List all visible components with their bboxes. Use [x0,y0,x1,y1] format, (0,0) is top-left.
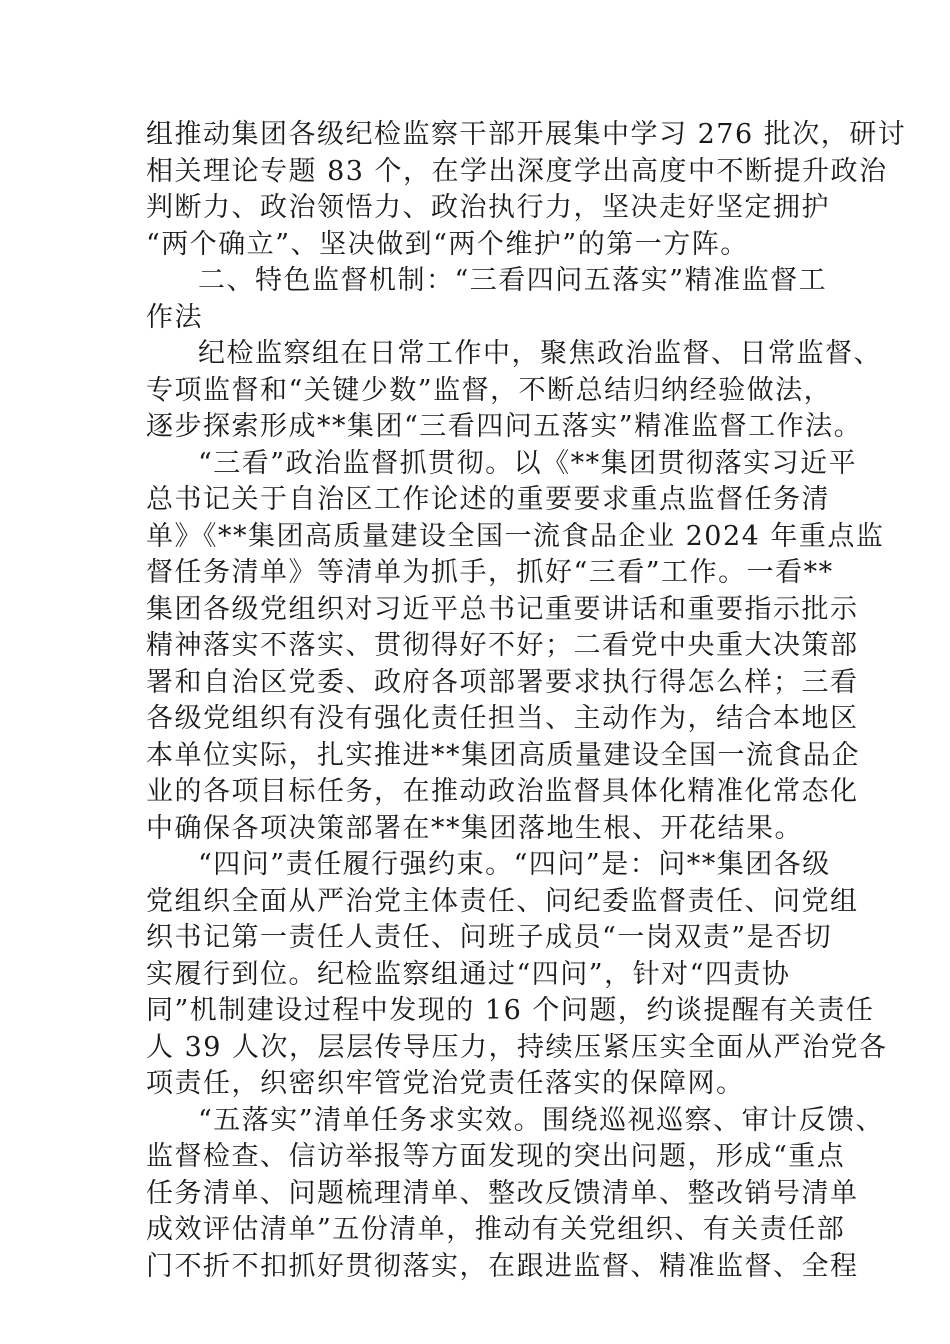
text-line: “两个确立”、坚决做到“两个维护”的第一方阵。 [146,228,749,260]
paragraph-first-line: “四问”责任履行强约束。“四问”是：问**集团各级 [198,849,831,880]
text-line: 实履行到位。纪检监察组通过“四问”，针对“四责协 [146,958,791,990]
text-line: 本单位实际，扎实推进**集团高质量建设全国一流食品企 [146,739,860,771]
body-text [146,117,907,1285]
text-line: 单》《**集团高质量建设全国一流食品企业 2024 年重点监 [146,520,885,552]
text-line: 同”机制建设过程中发现的 16 个问题，约谈提醒有关责任 [146,995,875,1026]
text-line: 成效评估清单”五份清单，推动有关党组织、有关责任部 [146,1214,846,1245]
text-line: 判断力、政治领悟力、政治执行力，坚决走好坚定拥护 [146,192,830,223]
text-line: 集团各级党组织对习近平总书记重要讲话和重要指示批示 [146,593,859,625]
text-line: 中确保各项决策部署在**集团落地生根、开花结果。 [146,812,803,844]
text-line: 相关理论专题 83 个，在学出深度学出高度中不断提升政治 [146,155,888,187]
text-line: 织书记第一责任人责任、问班子成员“一岗双责”是否切 [146,922,833,953]
text-line: 署和自治区党委、政府各项部署要求执行得怎么样；三看 [146,666,859,698]
paragraph-first-line: “五落实”清单任务求实效。围绕巡视巡察、审计反馈、 [198,1104,885,1136]
text-line: 人 39 人次，层层传导压力，持续压紧压实全面从严治党各 [146,1031,888,1063]
text-line: 专项监督和“关键少数”监督，不断总结归纳经验做法， [146,374,833,406]
text-line: 总书记关于自治区工作论述的重要要求重点监督任务清 [146,484,830,515]
text-line: 门不折不扣抓好贯彻落实，在跟进监督、精准监督、全程 [146,1250,859,1282]
text-line: 作法 [146,301,203,333]
text-line: 党组织全面从严治党主体责任、问纪委监督责任、问党组 [146,885,859,917]
text-line: 督任务清单》等清单为抓手，抓好“三看”工作。一看** [146,557,834,588]
text-line: 业的各项目标任务，在推动政治监督具体化精准化常态化 [146,776,859,807]
text-line: 精神落实不落实、贯彻得好不好；二看党中央重大决策部 [146,630,859,661]
text-line: 组推动集团各级纪检监察干部开展集中学习 276 批次，研讨 [146,119,907,150]
text-line: 逐步探索形成**集团“三看四问五落实”精准监督工作法。 [146,411,863,442]
text-line: 各级党组织有没有强化责任担当、主动作为，结合本地区 [146,703,859,734]
text-line: 监督检查、信访举报等方面发现的突出问题，形成“重点 [146,1141,846,1172]
paragraph-first-line: “三看”政治监督抓贯彻。以《**集团贯彻落实习近平 [198,447,858,479]
paragraph-first-line: 二、特色监督机制：“三看四问五落实”精准监督工 [198,265,828,296]
paragraph-first-line: 纪检监察组在日常工作中，聚焦政治监督、日常监督、 [198,338,882,369]
text-line: 任务清单、问题梳理清单、整改反馈清单、整改销号清单 [146,1177,859,1209]
text-line: 项责任，织密织牢管党治党责任落实的保障网。 [146,1068,745,1099]
